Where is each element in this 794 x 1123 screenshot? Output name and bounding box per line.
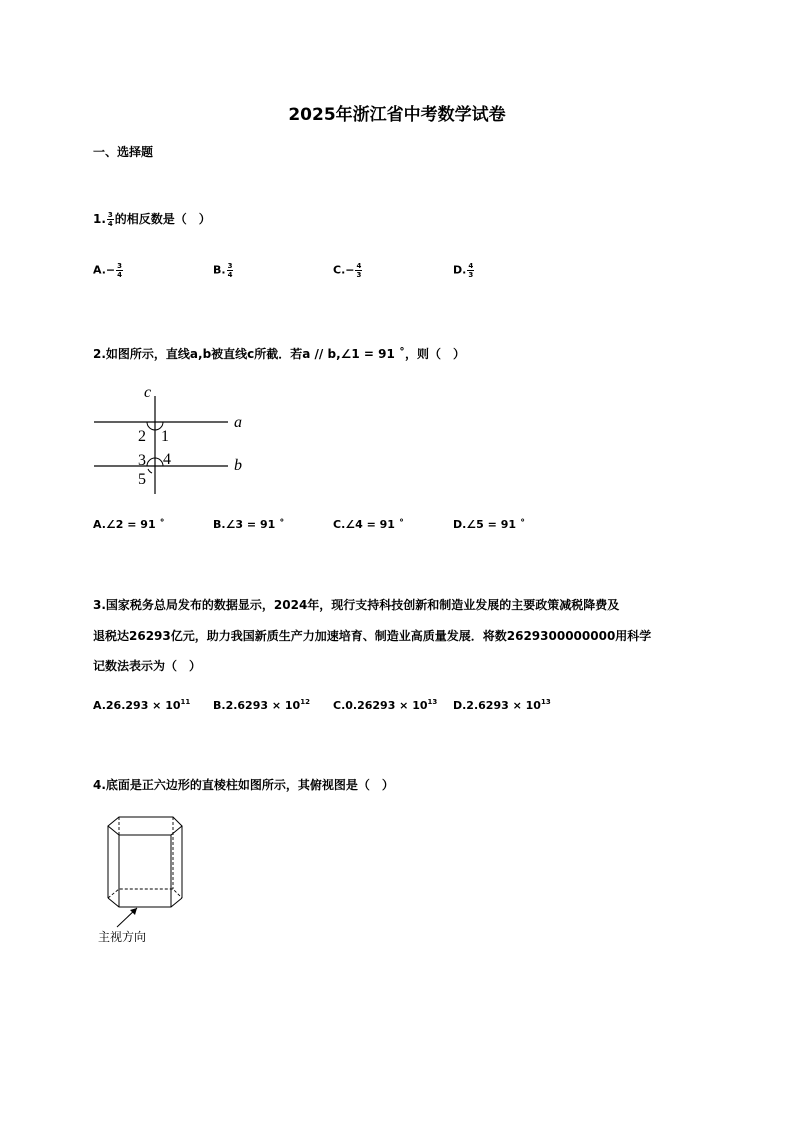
- option-b[interactable]: B. $\frac{3}{4}$: [213, 262, 233, 279]
- option-a[interactable]: $A.26.293 \times 10^{11}$: [93, 698, 191, 712]
- section-heading: 一、选择题: [93, 145, 154, 159]
- option-c[interactable]: C.∠4 = 91 ˚: [333, 518, 405, 531]
- label-angle-5: 5: [138, 471, 146, 488]
- hexagonal-prism-figure: [95, 812, 195, 947]
- label-angle-4: 4: [163, 451, 171, 468]
- label-b: b: [234, 457, 242, 474]
- label-angle-3: 3: [138, 452, 146, 469]
- label-c: c: [144, 384, 152, 401]
- question-number: 1.: [93, 212, 106, 226]
- page-title: 2025年浙江省中考数学试卷: [288, 105, 506, 125]
- question-4: 4.底面是正六边形的直棱柱如图所示，其俯视图是（ ）: [93, 778, 394, 792]
- question-3-line-1: 3.国家税务总局发布的数据显示，2024年，现行支持科技创新和制造业发展的主要政策减税降费及: [93, 598, 620, 612]
- option-d[interactable]: $D.2.6293 \times 10^{13}$: [453, 698, 551, 712]
- parallel-lines-figure: [88, 380, 258, 500]
- option-a[interactable]: A.− $\frac{3}{4}$: [93, 262, 122, 279]
- option-d[interactable]: D. $\frac{4}{3}$: [453, 262, 474, 279]
- label-a: a: [234, 414, 242, 431]
- question-2: 2.如图所示，直线a,b被直线c所截．若a // b,∠1 = 91 ˚，则（ ）: [93, 347, 466, 361]
- question-text: 的相反数是（ ）: [114, 212, 211, 226]
- angle-arc-5: [148, 469, 152, 473]
- figure-caption: 主视方向: [98, 930, 147, 944]
- question-3-line-2: 退税达26293亿元，助力我国新质生产力加速培育、制造业高质量发展．将数2629300000000用科学: [93, 629, 652, 643]
- option-b[interactable]: $B.2.6293 \times 10^{12}$: [213, 698, 310, 712]
- option-c[interactable]: C.− $\frac{4}{3}$: [333, 262, 362, 279]
- option-d[interactable]: D.∠5 = 91 ˚: [453, 518, 526, 531]
- label-angle-2: 2: [138, 428, 146, 445]
- option-c[interactable]: $C.0.26293 \times 10^{13}$: [333, 698, 438, 712]
- option-a[interactable]: A.∠2 = 91 ˚: [93, 518, 165, 531]
- question-1: [93, 210, 211, 228]
- option-b[interactable]: B.∠3 = 91 ˚: [213, 518, 285, 531]
- label-angle-1: 1: [161, 428, 169, 445]
- fraction: $\frac{3}{4}$: [107, 211, 113, 228]
- question-3-line-3: 记数法表示为（ ）: [93, 659, 202, 673]
